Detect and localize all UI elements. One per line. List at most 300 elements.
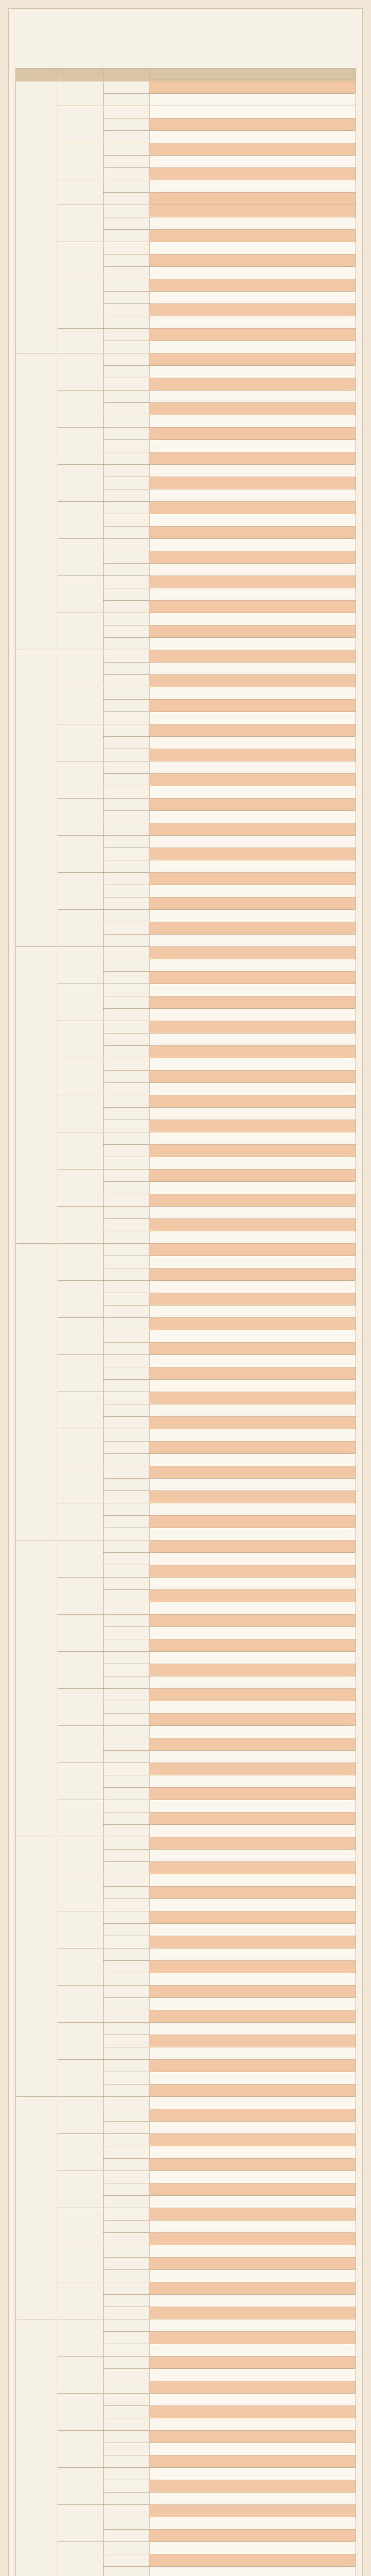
event-description-cell bbox=[150, 279, 356, 292]
table-row bbox=[16, 1837, 356, 1850]
event-name-cell bbox=[104, 2443, 150, 2455]
table-row bbox=[16, 353, 356, 366]
event-description-cell bbox=[150, 304, 356, 316]
table-row bbox=[16, 1726, 356, 1738]
event-description-cell bbox=[150, 403, 356, 415]
event-description-cell bbox=[150, 2221, 356, 2233]
sub-index-cell bbox=[57, 1503, 104, 1540]
event-name-cell bbox=[104, 811, 150, 823]
event-description-cell bbox=[150, 118, 356, 131]
event-name-cell bbox=[104, 1664, 150, 1676]
table-row bbox=[16, 205, 356, 217]
event-name-cell bbox=[104, 1108, 150, 1120]
sub-index-cell bbox=[57, 2134, 104, 2171]
event-name-cell bbox=[104, 131, 150, 143]
event-name-cell bbox=[104, 267, 150, 279]
event-description-cell bbox=[150, 1404, 356, 1417]
event-name-cell bbox=[104, 502, 150, 514]
event-description-cell bbox=[150, 1479, 356, 1491]
sub-index-cell bbox=[57, 106, 104, 143]
event-name-cell bbox=[104, 1132, 150, 1145]
sub-index-cell bbox=[57, 576, 104, 613]
event-description-cell bbox=[150, 601, 356, 613]
event-description-cell bbox=[150, 1145, 356, 1157]
event-name-cell bbox=[104, 527, 150, 539]
event-description-cell bbox=[150, 1899, 356, 1911]
event-name-cell bbox=[104, 1887, 150, 1899]
event-name-cell bbox=[104, 1627, 150, 1639]
event-description-cell bbox=[150, 2505, 356, 2517]
table-row bbox=[16, 465, 356, 477]
event-name-cell bbox=[104, 1009, 150, 1021]
sub-index-cell bbox=[57, 81, 104, 106]
sub-index-cell bbox=[57, 279, 104, 329]
event-name-cell bbox=[104, 118, 150, 131]
sub-index-cell bbox=[57, 2542, 104, 2576]
event-description-cell bbox=[150, 935, 356, 947]
event-name-cell bbox=[104, 1528, 150, 1540]
event-name-cell bbox=[104, 1553, 150, 1565]
sub-index-cell bbox=[57, 947, 104, 984]
sub-index-cell bbox=[57, 1986, 104, 2023]
table-body bbox=[16, 81, 356, 2576]
zone-name-cell bbox=[16, 1837, 57, 2097]
event-description-cell bbox=[150, 292, 356, 304]
sub-index-cell bbox=[57, 2468, 104, 2505]
event-description-cell bbox=[150, 588, 356, 601]
event-description-cell bbox=[150, 1318, 356, 1330]
event-description-cell bbox=[150, 1973, 356, 1986]
sub-index-cell bbox=[57, 1170, 104, 1207]
event-name-cell bbox=[104, 737, 150, 749]
event-description-cell bbox=[150, 180, 356, 193]
event-name-cell bbox=[104, 2455, 150, 2468]
event-name-cell bbox=[104, 836, 150, 848]
event-name-cell bbox=[104, 94, 150, 106]
event-name-cell bbox=[104, 613, 150, 625]
sub-index-cell bbox=[57, 984, 104, 1021]
sub-index-cell bbox=[57, 143, 104, 180]
event-name-cell bbox=[104, 2431, 150, 2443]
event-description-cell bbox=[150, 922, 356, 935]
sub-index-cell bbox=[57, 2245, 104, 2282]
event-description-cell bbox=[150, 910, 356, 922]
sub-index-cell bbox=[57, 613, 104, 650]
sub-index-cell bbox=[57, 1058, 104, 1095]
event-name-cell bbox=[104, 1330, 150, 1343]
sub-index-cell bbox=[57, 391, 104, 428]
event-description-cell bbox=[150, 860, 356, 873]
table-row bbox=[16, 539, 356, 551]
table-row bbox=[16, 1392, 356, 1404]
event-description-cell bbox=[150, 1392, 356, 1404]
event-description-cell bbox=[150, 428, 356, 440]
event-description-cell bbox=[150, 1157, 356, 1170]
event-description-cell bbox=[150, 1553, 356, 1565]
sub-index-cell bbox=[57, 1466, 104, 1503]
event-description-cell bbox=[150, 1132, 356, 1145]
table-row bbox=[16, 2208, 356, 2221]
event-name-cell bbox=[104, 2344, 150, 2357]
event-description-cell bbox=[150, 81, 356, 94]
event-description-cell bbox=[150, 366, 356, 378]
event-name-cell bbox=[104, 1145, 150, 1157]
event-name-cell bbox=[104, 193, 150, 205]
sub-index-cell bbox=[57, 1615, 104, 1652]
event-name-cell bbox=[104, 2134, 150, 2146]
sub-index-cell bbox=[57, 2023, 104, 2060]
event-name-cell bbox=[104, 2084, 150, 2097]
event-name-cell bbox=[104, 1268, 150, 1281]
event-description-cell bbox=[150, 465, 356, 477]
table-row bbox=[16, 1318, 356, 1330]
event-description-cell bbox=[150, 1862, 356, 1874]
event-description-cell bbox=[150, 2208, 356, 2221]
event-name-cell bbox=[104, 1689, 150, 1701]
event-name-cell bbox=[104, 366, 150, 378]
event-name-cell bbox=[104, 959, 150, 972]
event-name-cell bbox=[104, 675, 150, 687]
event-description-cell bbox=[150, 1565, 356, 1578]
event-description-cell bbox=[150, 2196, 356, 2208]
table-row bbox=[16, 613, 356, 625]
header-description bbox=[150, 69, 356, 81]
zone-name-cell bbox=[16, 1540, 57, 1837]
table-row bbox=[16, 2394, 356, 2406]
event-description-cell bbox=[150, 1120, 356, 1132]
event-description-cell bbox=[150, 1602, 356, 1615]
event-name-cell bbox=[104, 1281, 150, 1293]
table-row bbox=[16, 2542, 356, 2554]
event-name-cell bbox=[104, 860, 150, 873]
event-name-cell bbox=[104, 984, 150, 996]
event-description-cell bbox=[150, 786, 356, 799]
sub-index-cell bbox=[57, 1948, 104, 1986]
event-name-cell bbox=[104, 2122, 150, 2134]
event-description-cell bbox=[150, 2047, 356, 2060]
event-description-cell bbox=[150, 2183, 356, 2196]
table-row bbox=[16, 391, 356, 403]
event-description-cell bbox=[150, 1998, 356, 2010]
event-name-cell bbox=[104, 1503, 150, 1516]
event-name-cell bbox=[104, 2394, 150, 2406]
event-description-cell bbox=[150, 2010, 356, 2023]
event-name-cell bbox=[104, 279, 150, 292]
event-name-cell bbox=[104, 1899, 150, 1911]
event-name-cell bbox=[104, 353, 150, 366]
event-name-cell bbox=[104, 1936, 150, 1948]
event-name-cell bbox=[104, 2480, 150, 2493]
event-name-cell bbox=[104, 1479, 150, 1491]
event-description-cell bbox=[150, 749, 356, 761]
sub-index-cell bbox=[57, 1763, 104, 1800]
event-name-cell bbox=[104, 897, 150, 910]
event-name-cell bbox=[104, 799, 150, 811]
header-name bbox=[104, 69, 150, 81]
event-description-cell bbox=[150, 1516, 356, 1528]
event-description-cell bbox=[150, 700, 356, 712]
sub-index-cell bbox=[57, 329, 104, 353]
event-name-cell bbox=[104, 2505, 150, 2517]
event-description-cell bbox=[150, 1676, 356, 1689]
event-description-cell bbox=[150, 1429, 356, 1442]
table-row bbox=[16, 2023, 356, 2035]
zone-name-cell bbox=[16, 1244, 57, 1540]
event-name-cell bbox=[104, 1071, 150, 1083]
event-name-cell bbox=[104, 156, 150, 168]
event-description-cell bbox=[150, 205, 356, 217]
event-name-cell bbox=[104, 428, 150, 440]
event-name-cell bbox=[104, 885, 150, 897]
sub-index-cell bbox=[57, 1318, 104, 1355]
event-description-cell bbox=[150, 1615, 356, 1627]
event-description-cell bbox=[150, 2394, 356, 2406]
event-description-cell bbox=[150, 2357, 356, 2369]
event-name-cell bbox=[104, 650, 150, 663]
event-description-cell bbox=[150, 2295, 356, 2307]
event-description-cell bbox=[150, 564, 356, 576]
table-header-row bbox=[16, 69, 356, 81]
event-name-cell bbox=[104, 1244, 150, 1256]
event-description-cell bbox=[150, 2084, 356, 2097]
event-name-cell bbox=[104, 1355, 150, 1367]
event-name-cell bbox=[104, 1676, 150, 1689]
event-description-cell bbox=[150, 1182, 356, 1194]
event-description-cell bbox=[150, 2258, 356, 2270]
event-name-cell bbox=[104, 341, 150, 353]
table-row bbox=[16, 1132, 356, 1145]
event-name-cell bbox=[104, 1207, 150, 1219]
event-description-cell bbox=[150, 1058, 356, 1071]
table-row bbox=[16, 180, 356, 193]
event-description-cell bbox=[150, 1837, 356, 1850]
table-row bbox=[16, 1911, 356, 1924]
event-description-cell bbox=[150, 2530, 356, 2542]
table-row bbox=[16, 2245, 356, 2258]
event-description-cell bbox=[150, 1170, 356, 1182]
event-name-cell bbox=[104, 403, 150, 415]
table-row bbox=[16, 1021, 356, 1033]
sub-index-cell bbox=[57, 873, 104, 910]
event-name-cell bbox=[104, 415, 150, 428]
event-name-cell bbox=[104, 1788, 150, 1800]
event-name-cell bbox=[104, 452, 150, 465]
event-description-cell bbox=[150, 2493, 356, 2505]
sub-index-cell bbox=[57, 502, 104, 539]
header-zone bbox=[16, 69, 57, 81]
table-row bbox=[16, 1800, 356, 1812]
sub-index-cell bbox=[57, 2394, 104, 2431]
event-name-cell bbox=[104, 2282, 150, 2295]
event-name-cell bbox=[104, 2171, 150, 2183]
sub-index-cell bbox=[57, 2097, 104, 2134]
table-row bbox=[16, 2505, 356, 2517]
sub-index-cell bbox=[57, 1021, 104, 1058]
event-description-cell bbox=[150, 1231, 356, 1244]
event-name-cell bbox=[104, 242, 150, 255]
event-description-cell bbox=[150, 1355, 356, 1367]
event-name-cell bbox=[104, 1095, 150, 1108]
event-description-cell bbox=[150, 1726, 356, 1738]
event-name-cell bbox=[104, 1701, 150, 1714]
event-name-cell bbox=[104, 81, 150, 94]
sub-index-cell bbox=[57, 428, 104, 465]
event-description-cell bbox=[150, 1194, 356, 1207]
event-description-cell bbox=[150, 1268, 356, 1281]
event-description-cell bbox=[150, 1775, 356, 1788]
event-name-cell bbox=[104, 1454, 150, 1466]
sub-index-cell bbox=[57, 1392, 104, 1429]
table-row bbox=[16, 143, 356, 156]
zone-name-cell bbox=[16, 81, 57, 353]
event-name-cell bbox=[104, 1590, 150, 1602]
event-name-cell bbox=[104, 1021, 150, 1033]
event-name-cell bbox=[104, 489, 150, 502]
event-description-cell bbox=[150, 1442, 356, 1454]
event-name-cell bbox=[104, 551, 150, 564]
event-description-cell bbox=[150, 341, 356, 353]
event-name-cell bbox=[104, 2369, 150, 2381]
event-description-cell bbox=[150, 143, 356, 156]
event-description-cell bbox=[150, 1664, 356, 1676]
event-description-cell bbox=[150, 625, 356, 638]
sub-index-cell bbox=[57, 353, 104, 391]
event-description-cell bbox=[150, 168, 356, 180]
event-description-cell bbox=[150, 2146, 356, 2159]
event-description-cell bbox=[150, 255, 356, 267]
event-description-cell bbox=[150, 1528, 356, 1540]
table-row bbox=[16, 1540, 356, 1553]
table-row bbox=[16, 2060, 356, 2072]
event-name-cell bbox=[104, 1058, 150, 1071]
zone-name-cell bbox=[16, 2097, 57, 2319]
event-name-cell bbox=[104, 2221, 150, 2233]
event-description-cell bbox=[150, 1491, 356, 1503]
event-name-cell bbox=[104, 2493, 150, 2505]
event-name-cell bbox=[104, 761, 150, 774]
event-name-cell bbox=[104, 1850, 150, 1862]
event-description-cell bbox=[150, 848, 356, 860]
table-row bbox=[16, 1429, 356, 1442]
zone-name-cell bbox=[16, 650, 57, 947]
sub-index-cell bbox=[57, 205, 104, 242]
sub-index-cell bbox=[57, 1244, 104, 1281]
event-description-cell bbox=[150, 2418, 356, 2431]
event-description-cell bbox=[150, 2431, 356, 2443]
table-row bbox=[16, 984, 356, 996]
event-table-wrapper bbox=[15, 68, 356, 2576]
event-name-cell bbox=[104, 1417, 150, 1429]
table-row bbox=[16, 761, 356, 774]
event-name-cell bbox=[104, 1380, 150, 1392]
event-description-cell bbox=[150, 1367, 356, 1380]
event-description-cell bbox=[150, 193, 356, 205]
event-name-cell bbox=[104, 1170, 150, 1182]
table-row bbox=[16, 1986, 356, 1998]
table-row bbox=[16, 1244, 356, 1256]
event-description-cell bbox=[150, 1293, 356, 1306]
event-name-cell bbox=[104, 700, 150, 712]
event-name-cell bbox=[104, 2109, 150, 2122]
event-description-cell bbox=[150, 947, 356, 959]
event-description-cell bbox=[150, 1961, 356, 1973]
event-name-cell bbox=[104, 1404, 150, 1417]
table-row bbox=[16, 1874, 356, 1887]
event-name-cell bbox=[104, 947, 150, 959]
event-description-cell bbox=[150, 2480, 356, 2493]
event-description-cell bbox=[150, 1874, 356, 1887]
event-name-cell bbox=[104, 2060, 150, 2072]
event-name-cell bbox=[104, 2295, 150, 2307]
event-description-cell bbox=[150, 1936, 356, 1948]
event-name-cell bbox=[104, 972, 150, 984]
sub-index-cell bbox=[57, 2060, 104, 2097]
event-name-cell bbox=[104, 873, 150, 885]
event-name-cell bbox=[104, 564, 150, 576]
event-name-cell bbox=[104, 2183, 150, 2196]
event-name-cell bbox=[104, 1392, 150, 1404]
table-row bbox=[16, 279, 356, 292]
event-description-cell bbox=[150, 1812, 356, 1825]
page-title bbox=[8, 13, 363, 34]
event-description-cell bbox=[150, 2344, 356, 2357]
event-description-cell bbox=[150, 156, 356, 168]
event-description-cell bbox=[150, 1751, 356, 1763]
sub-index-cell bbox=[57, 1355, 104, 1392]
event-name-cell bbox=[104, 168, 150, 180]
event-name-cell bbox=[104, 2196, 150, 2208]
sub-index-cell bbox=[57, 650, 104, 687]
event-description-cell bbox=[150, 1578, 356, 1590]
event-description-cell bbox=[150, 391, 356, 403]
event-name-cell bbox=[104, 687, 150, 700]
sub-index-cell bbox=[57, 2171, 104, 2208]
event-description-cell bbox=[150, 1540, 356, 1553]
event-description-cell bbox=[150, 761, 356, 774]
event-description-cell bbox=[150, 687, 356, 700]
event-name-cell bbox=[104, 2542, 150, 2554]
table-row bbox=[16, 1652, 356, 1664]
event-name-cell bbox=[104, 2530, 150, 2542]
event-name-cell bbox=[104, 2418, 150, 2431]
sub-index-cell bbox=[57, 539, 104, 576]
sub-index-cell bbox=[57, 2431, 104, 2468]
sub-index-cell bbox=[57, 1207, 104, 1244]
event-description-cell bbox=[150, 1924, 356, 1936]
event-name-cell bbox=[104, 2319, 150, 2332]
table-row bbox=[16, 1095, 356, 1108]
event-name-cell bbox=[104, 2468, 150, 2480]
event-description-cell bbox=[150, 675, 356, 687]
table-row bbox=[16, 799, 356, 811]
event-name-cell bbox=[104, 1219, 150, 1231]
table-row bbox=[16, 2319, 356, 2332]
table-row bbox=[16, 106, 356, 118]
event-name-cell bbox=[104, 2332, 150, 2344]
event-name-cell bbox=[104, 2307, 150, 2319]
event-name-cell bbox=[104, 329, 150, 341]
event-name-cell bbox=[104, 1751, 150, 1763]
event-description-cell bbox=[150, 2381, 356, 2394]
table-row bbox=[16, 329, 356, 341]
event-name-cell bbox=[104, 2233, 150, 2245]
event-name-cell bbox=[104, 1837, 150, 1850]
event-name-cell bbox=[104, 1924, 150, 1936]
table-row bbox=[16, 2282, 356, 2295]
event-description-cell bbox=[150, 2060, 356, 2072]
event-name-cell bbox=[104, 1293, 150, 1306]
event-name-cell bbox=[104, 1120, 150, 1132]
